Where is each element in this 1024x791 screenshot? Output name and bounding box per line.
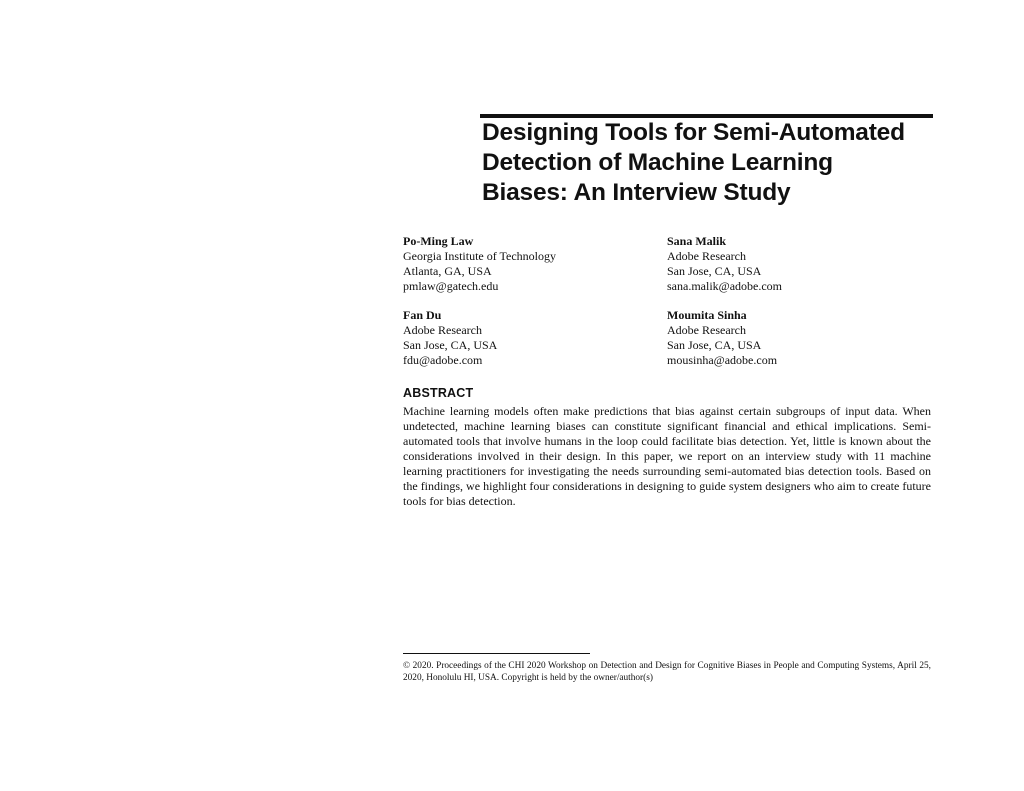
author-block-fan-du bbox=[403, 308, 643, 368]
author-name: Po-Ming Law bbox=[403, 234, 474, 248]
author-email[interactable]: sana.malik@adobe.com bbox=[667, 279, 783, 293]
author-location: Atlanta, GA, USA bbox=[403, 264, 492, 278]
author-name: Sana Malik bbox=[667, 234, 727, 248]
abstract-body: Machine learning models often make predictions that bias against certain subgroups of input data. When undetected, machine learning biases can constitute significant financial and ethical implications. Semi-automated tools that involve humans in the loop could facilitate bias detection. Yet, little is known about the considerations involved in their design. In this paper, we report on an interview study with 11 machine learning practitioners for investigating the needs surrounding semi-automated bias detection tools. Based on the findings, we highlight four considerations in designing to guide system designers who aim to create future tools for bias detection. bbox=[403, 404, 931, 508]
author-email[interactable]: fdu@adobe.com bbox=[403, 353, 483, 367]
title-line: Designing Tools for Semi-Automated bbox=[482, 119, 905, 146]
author-location: San Jose, CA, USA bbox=[667, 264, 762, 278]
author-affiliation: Adobe Research bbox=[667, 249, 746, 263]
author-affiliation: Georgia Institute of Technology bbox=[403, 249, 557, 263]
paper-title bbox=[482, 118, 952, 208]
author-affiliation: Adobe Research bbox=[667, 323, 746, 337]
author-email[interactable]: pmlaw@gatech.edu bbox=[403, 279, 499, 293]
author-affiliation: Adobe Research bbox=[403, 323, 482, 337]
copyright-footnote: © 2020. Proceedings of the CHI 2020 Workshop on Detection and Design for Cognitive Biases in People and Computing Systems, April 25, 2020, Honolulu HI, USA. Copyright is held by the owner/author(s) bbox=[403, 661, 931, 683]
author-email[interactable]: mousinha@adobe.com bbox=[667, 353, 778, 367]
author-location: San Jose, CA, USA bbox=[403, 338, 498, 352]
author-block-moumita-sinha bbox=[667, 308, 907, 368]
author-name: Fan Du bbox=[403, 308, 442, 322]
footnote-rule bbox=[403, 653, 590, 654]
title-line: Biases: An Interview Study bbox=[482, 179, 791, 206]
author-location: San Jose, CA, USA bbox=[667, 338, 762, 352]
title-line: Detection of Machine Learning bbox=[482, 149, 833, 176]
author-block-sana-malik bbox=[667, 234, 907, 294]
author-block-po-ming-law bbox=[403, 234, 643, 294]
abstract-heading: ABSTRACT bbox=[403, 386, 474, 400]
author-name: Moumita Sinha bbox=[667, 308, 747, 322]
